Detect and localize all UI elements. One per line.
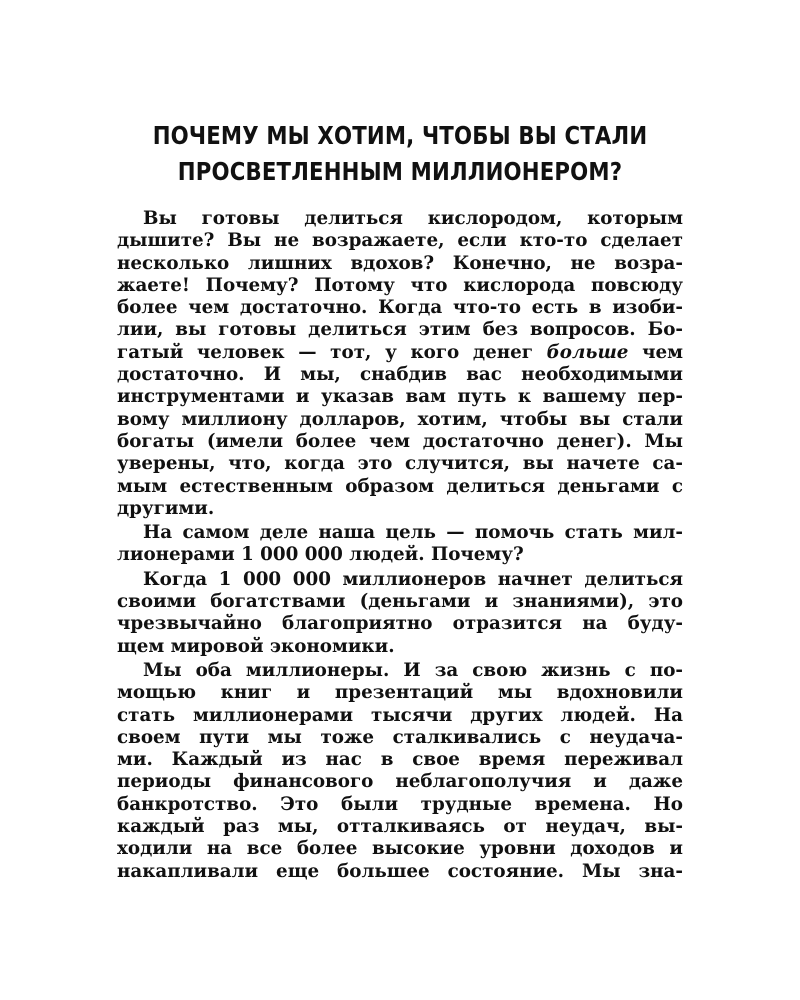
text-line: каждый раз мы, отталкиваясь от неудач, вы- [117, 816, 683, 838]
text-line: уверены, что, когда это случится, вы начете са- [117, 453, 683, 475]
text-line: жаете! Почему? Потому что кислорода повсюду [117, 274, 683, 296]
text-segment: чем [628, 341, 683, 363]
text-line: Мы оба миллионеры. И за свою жизнь с по- [143, 659, 683, 681]
text-line: Вы готовы делиться кислородом, которым [143, 208, 683, 229]
text-line: ми. Каждый из нас в свое время переживал [117, 749, 683, 771]
text-line: достаточно. И мы, снабдив вас необходимыми [117, 364, 683, 386]
heading-line-1: ПОЧЕМУ МЫ ХОТИМ, ЧТОБЫ ВЫ СТАЛИ [152, 121, 648, 150]
paragraph-4 [117, 660, 683, 883]
text-line: чрезвычайно благоприятно отразится на буду- [117, 613, 683, 635]
text-segment: гатый человек — тот, у кого денег [117, 341, 547, 363]
text-line: ходили на все более высокие уровни доходов и [117, 838, 683, 860]
paragraph-2 [117, 522, 683, 567]
text-line: несколько лишних вдохов? Конечно, не возра- [117, 252, 683, 274]
text-line: мощью книг и презентаций мы вдохновили [117, 682, 683, 704]
text-line: дышите? Вы не возражаете, если кто-то сделает [117, 230, 683, 252]
text-line: другими. [117, 497, 215, 519]
text-line: своими богатствами (деньгами и знаниями), это [117, 591, 683, 613]
text-line: лии, вы готовы делиться этим без вопросов. Бо- [117, 319, 683, 341]
text-line: банкротство. Это были трудные времена. Но [117, 793, 683, 815]
text-line: более чем достаточно. Когда что-то есть в изоби- [117, 297, 683, 319]
text-line: своем пути мы тоже сталкивались с неудача- [117, 726, 683, 748]
text-line: периоды финансового неблагополучия и даже [117, 771, 683, 793]
text-line: лионерами 1 000 000 людей. Почему? [117, 544, 524, 566]
text-line [117, 342, 683, 364]
body-text [117, 208, 683, 883]
paragraph-1 [117, 208, 683, 520]
text-line: щем мировой экономики. [117, 635, 395, 657]
paragraph-3 [117, 569, 683, 658]
chapter-heading [60, 118, 740, 190]
heading-line-2: ПРОСВЕТЛЕННЫМ МИЛЛИОНЕРОМ? [177, 157, 623, 186]
emphasis-word: больше [546, 341, 629, 363]
text-line: На самом деле наша цель — помочь стать мил- [143, 522, 683, 544]
text-line: накапливали еще большее состояние. Мы зна- [117, 860, 683, 882]
text-line: стать миллионерами тысячи других людей. На [117, 704, 683, 726]
text-line: инструментами и указав вам путь к вашему пер- [117, 386, 683, 408]
text-line: богаты (имели более чем достаточно денег). Мы [117, 430, 683, 452]
text-line: вому миллиону долларов, хотим, чтобы вы стали [117, 408, 683, 430]
text-line: мым естественным образом делиться деньгами с [117, 475, 683, 497]
text-line: Когда 1 000 000 миллионеров начнет делиться [143, 568, 683, 590]
